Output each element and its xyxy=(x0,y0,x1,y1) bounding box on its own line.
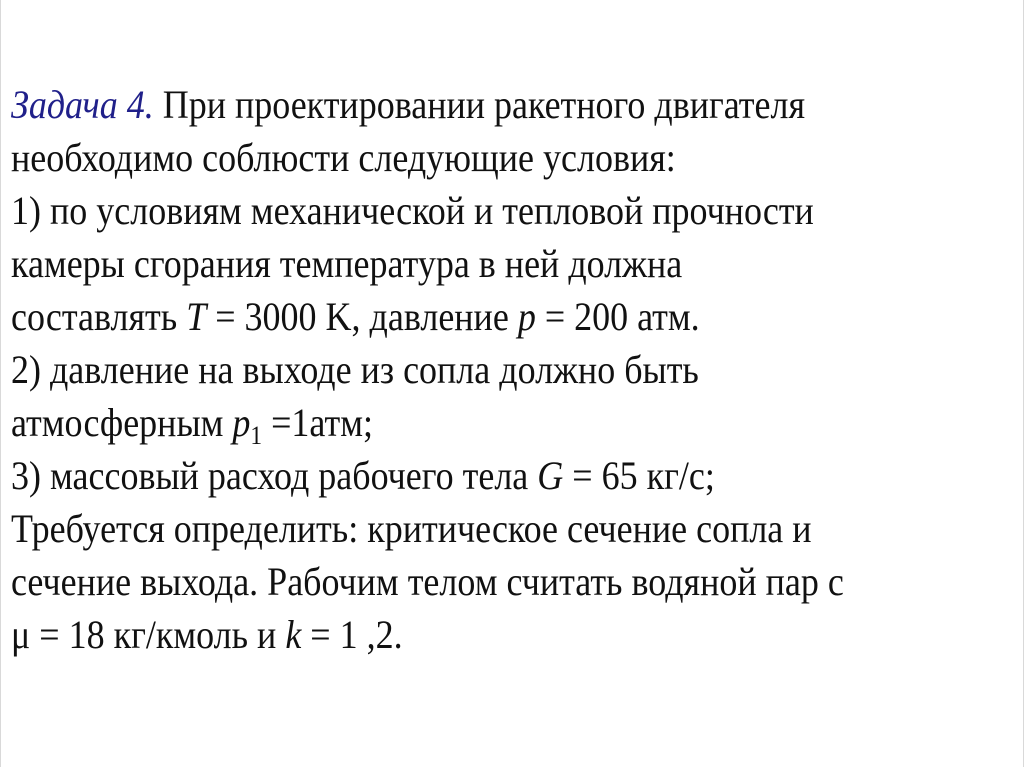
line-text: составлять xyxy=(11,294,187,339)
variable-p1: p xyxy=(232,400,251,445)
line-text: 3) массовый расход рабочего тела xyxy=(11,453,538,498)
line-text: 1) по условиям механической и тепловой прочности xyxy=(11,188,814,233)
line-text: Требуется определить: критическое сечение сопла и xyxy=(11,506,812,551)
text-line xyxy=(11,396,916,449)
line-text: = 65 кг/с; xyxy=(563,453,715,498)
variable-p: p xyxy=(517,294,536,339)
variable-k: k xyxy=(285,612,302,657)
text-line xyxy=(11,502,916,555)
line-text: 2) давление на выходе из сопла должно быть xyxy=(11,347,699,392)
line-text: = 200 атм. xyxy=(535,294,700,339)
text-line xyxy=(11,131,916,184)
line-text: =1атм; xyxy=(262,400,373,445)
line-text: необходимо соблюсти следующие условия: xyxy=(11,135,676,180)
text-line xyxy=(11,555,916,608)
line-text: камеры сгорания температура в ней должна xyxy=(11,241,683,286)
text-line xyxy=(11,78,916,131)
text-line xyxy=(11,449,916,502)
subscript-1: 1 xyxy=(250,421,263,450)
text-line xyxy=(11,237,916,290)
variable-t: T xyxy=(186,294,207,339)
line-text: = 1 ,2. xyxy=(301,612,403,657)
text-line xyxy=(11,290,916,343)
task-text xyxy=(11,78,916,661)
line-text: сечение выхода. Рабочим телом считать водяной пар с xyxy=(11,559,844,604)
variable-g: G xyxy=(537,453,564,498)
line-text: μ = 18 кг/кмоль и xyxy=(11,612,286,657)
task-label: Задача 4. xyxy=(11,82,154,127)
line-text: атмосферным xyxy=(11,400,233,445)
text-line xyxy=(11,608,916,661)
line-text: При проектировании ракетного двигателя xyxy=(162,82,806,127)
text-line xyxy=(11,343,916,396)
text-line xyxy=(11,184,916,237)
line-text: = 3000 K, давление xyxy=(206,294,518,339)
